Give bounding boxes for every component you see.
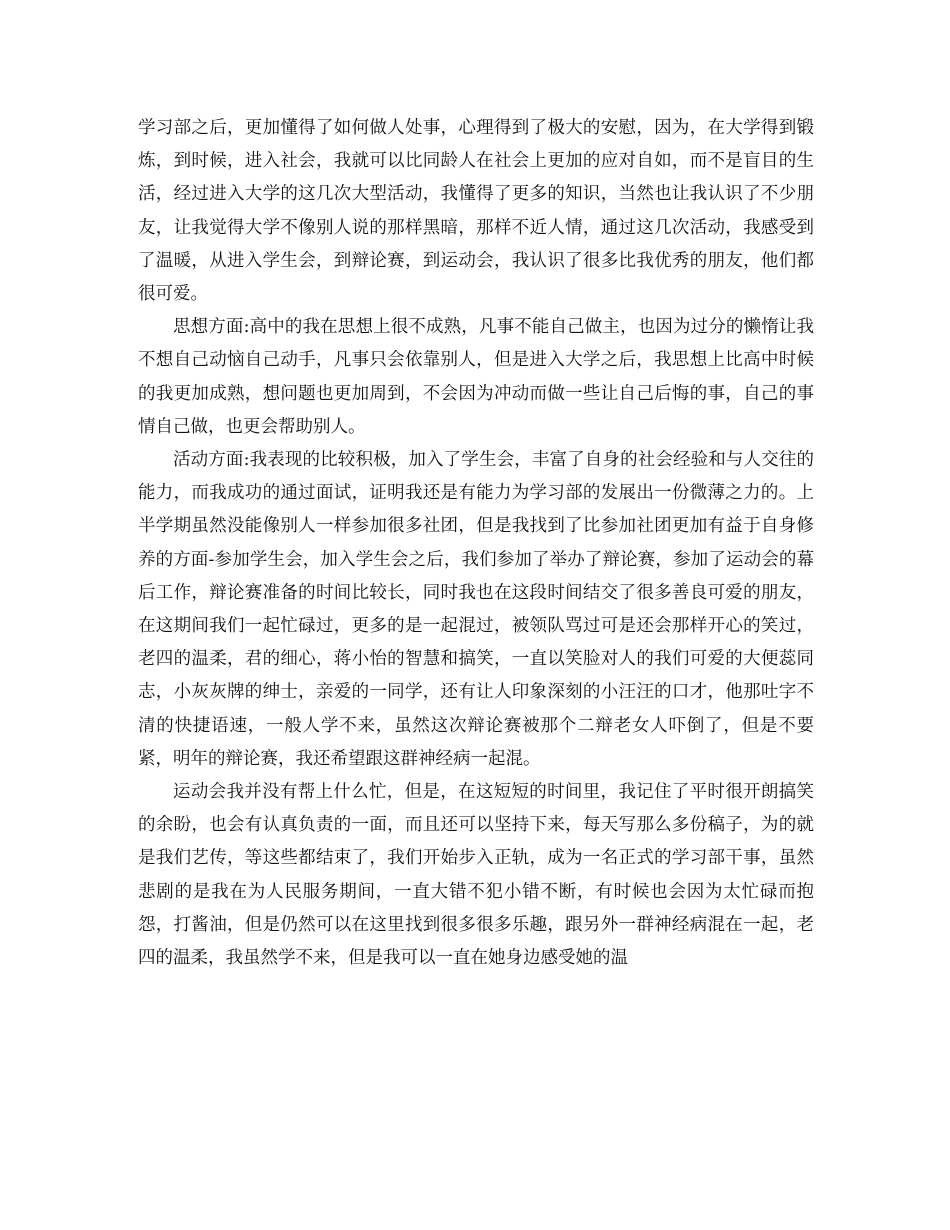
paragraph-thought: 思想方面:高中的我在思想上很不成熟，凡事不能自己做主，也因为过分的懒惰让我不想自己动恼自己动手，凡事只会依靠别人，但是进入大学之后，我思想上比高中时候的我更加成熟，想问题也更加周到，不会因为冲动而做一些让自己后悔的事，自己的事情自己做，也更会帮助别人。 bbox=[138, 317, 814, 437]
paragraph-sports-meet: 运动会我并没有帮上什么忙，但是，在这短短的时间里，我记住了平时很开朗搞笑的余盼，也会有认真负责的一面，而且还可以坚持下来，每天写那么多份稿子，为的就是我们艺传，等这些都结束了，我们开始步入正轨，成为一名正式的学习部干事，虽然悲剧的是我在为人民服务期间，一直大错不犯小错不断，有时候也会因为太忙碌而抱怨，打酱油，但是仍然可以在这里找到很多很多乐趣，跟另外一群神经病混在一起，老四的温柔，我虽然学不来，但是我可以一直在她身边感受她的温 bbox=[138, 782, 814, 969]
paragraph-activity: 活动方面:我表现的比较积极，加入了学生会，丰富了自身的社会经验和与人交往的能力，而我成功的通过面试，证明我还是有能力为学习部的发展出一份微薄之力的。上半学期虽然没能像别人一样参加很多社团，但是我找到了比参加社团更加有益于自身修养的方面-参加学生会，加入学生会之后，我们参加了举办了辩论赛，参加了运动会的幕后工作，辩论赛准备的时间比较长，同时我也在这段时间结交了很多善良可爱的朋友，在这期间我们一起忙碌过，更多的是一起混过，被领队骂过可是还会那样开心的笑过，老四的温柔，君的细心，蒋小怡的智慧和搞笑，一直以笑脸对人的我们可爱的大便蕊同志，小灰灰牌的绅士，亲爱的一同学，还有让人印象深刻的小汪汪的口才，他那吐字不清的快捷语速，一般人学不来，虽然这次辩论赛被那个二辩老女人吓倒了，但是不要紧，明年的辩论赛，我还希望跟这群神经病一起混。 bbox=[138, 450, 814, 769]
document-body bbox=[138, 112, 814, 975]
paragraph-1: 学习部之后，更加懂得了如何做人处事，心理得到了极大的安慰，因为，在大学得到锻炼，到时候，进入社会，我就可以比同龄人在社会上更加的应对自如，而不是盲目的生活，经过进入大学的这几次大型活动，我懂得了更多的知识，当然也让我认识了不少朋友，让我觉得大学不像别人说的那样黑暗，那样不近人情，通过这几次活动，我感受到了温暖，从进入学生会，到辩论赛，到运动会，我认识了很多比我优秀的朋友，他们都很可爱。 bbox=[138, 118, 814, 305]
